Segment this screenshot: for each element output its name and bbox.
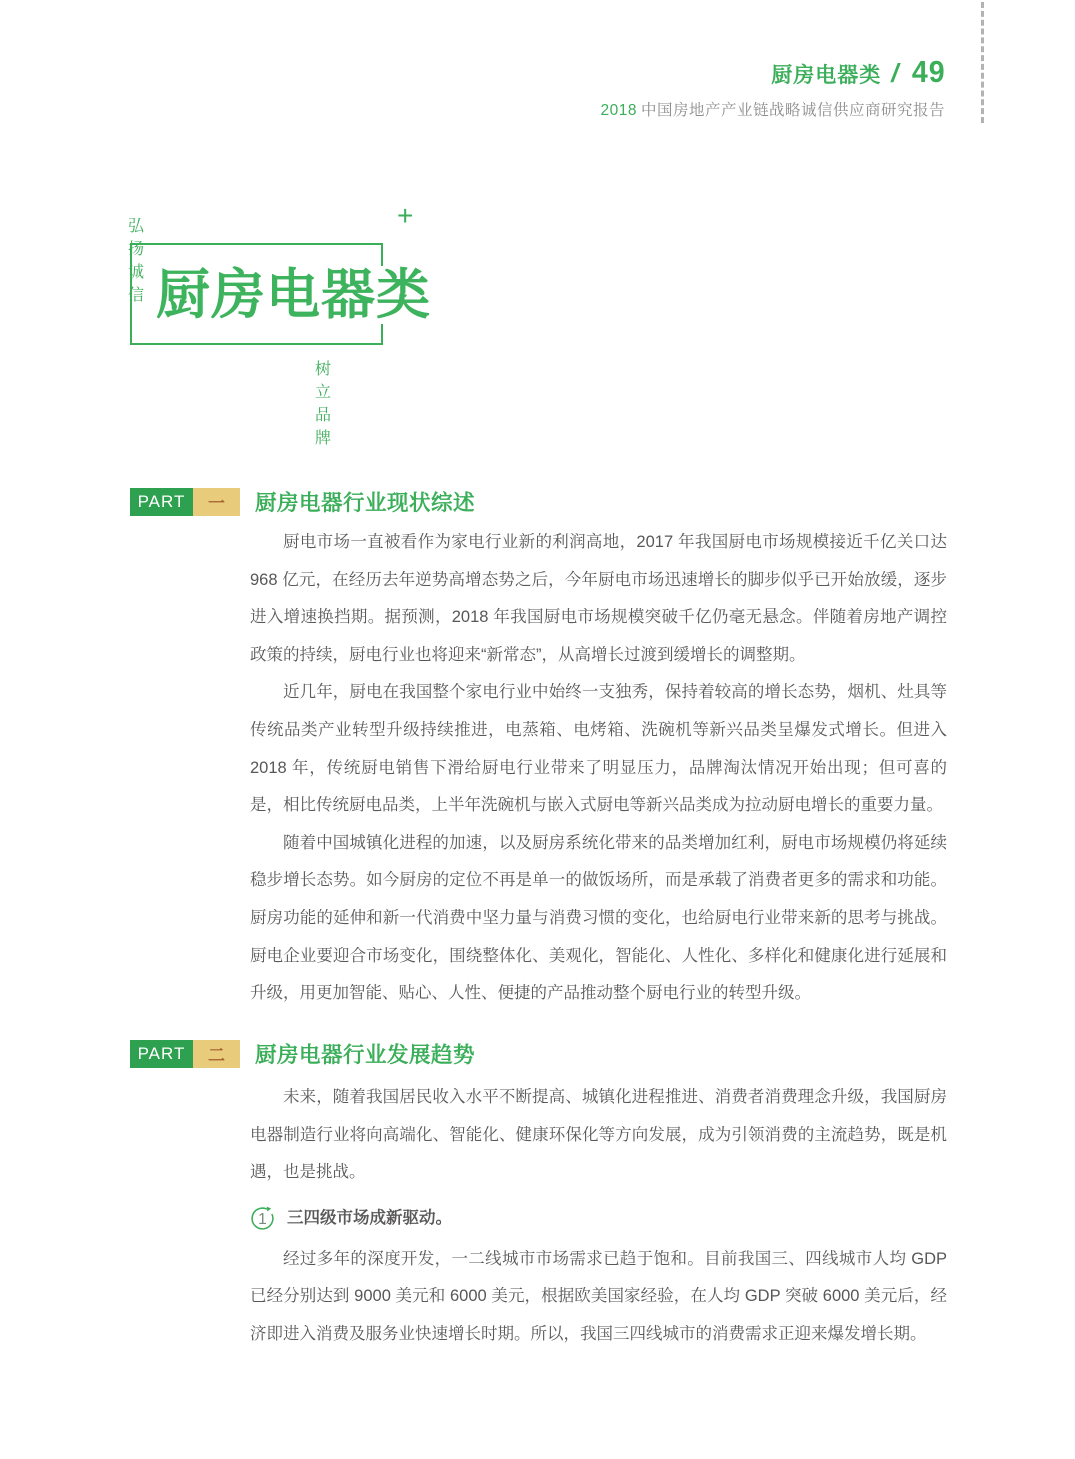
hero-slogan-top: 弘扬诚信	[128, 218, 146, 304]
list-item-title: 三四级市场成新驱动。	[287, 1209, 452, 1228]
section-2-heading: 厨房电器行业发展趋势	[255, 1043, 476, 1067]
header-section-label: 厨房电器类	[771, 64, 882, 87]
page-header	[601, 54, 946, 120]
report-title	[601, 98, 946, 120]
paragraph: 未来，随着我国居民收入水平不断提高、城镇化进程推进、消费者消费理念升级，我国厨房电器制造行业将向高端化、智能化、健康环保化等方向发展，成为引领消费的主流趋势，既是机遇，也是挑战。	[250, 1088, 947, 1182]
part-badge-number: 二	[193, 1040, 240, 1068]
hero-title: 厨房电器类	[150, 266, 437, 324]
circled-number-1-icon	[249, 1205, 276, 1232]
section-1-header	[130, 486, 475, 517]
page-number: 49	[911, 54, 945, 89]
hero-slogan-bottom: 树立品牌	[315, 361, 333, 447]
plus-mark-decoration: +	[397, 200, 414, 231]
report-year: 2018	[600, 102, 637, 119]
paragraph: 厨电市场一直被看作为家电行业新的利润高地，2017 年我国厨电市场规模接近千亿关口达 968 亿元，在经历去年逆势高增态势之后，今年厨电市场迅速增长的脚步似乎已开始放缓，逐步进入增速换挡期。据预测，2018 年我国厨电市场规模突破千亿仍毫无悬念。伴随着房地产调控政策的持续，厨电行业也将迎来“新常态”，从高增长过渡到缓增长的调整期。	[250, 533, 947, 664]
section-1-heading: 厨房电器行业现状综述	[255, 491, 476, 515]
section-2-body	[250, 1079, 947, 1354]
paragraph: 随着中国城镇化进程的加速，以及厨房系统化带来的品类增加红利，厨电市场规模仍将延续稳步增长态势。如今厨房的定位不再是单一的做饭场所，而是承载了消费者更多的需求和功能。厨房功能的延伸和新一代消费中坚力量与消费习惯的变化，也给厨电行业带来新的思考与挑战。厨电企业要迎合市场变化，围绕整体化、美观化，智能化、人性化、多样化和健康化进行延展和升级，用更加智能、贴心、人性、便捷的产品推动整个厨电行业的转型升级。	[250, 833, 947, 1003]
circled-number-1-digit: 1	[258, 1210, 267, 1228]
section-1-body	[250, 524, 947, 1013]
part-badge-label: PART	[130, 488, 193, 516]
part-badge	[130, 488, 240, 516]
numbered-list-item-header	[249, 1205, 947, 1232]
paragraph: 经过多年的深度开发，一二线城市市场需求已趋于饱和。目前我国三、四线城市人均 GDP 已经分别达到 9000 美元和 6000 美元，根据欧美国家经验，在人均 GDP 突破 6000 美元后，经济即进入消费及服务业快速增长时期。所以，我国三四线城市的消费需求正迎来爆发增长期。	[250, 1249, 947, 1343]
report-title-text: 中国房地产产业链战略诚信供应商研究报告	[640, 102, 945, 119]
dashed-rule-decoration	[981, 2, 984, 123]
paragraph: 近几年，厨电在我国整个家电行业中始终一支独秀，保持着较高的增长态势，烟机、灶具等传统品类产业转型升级持续推进，电蒸箱、电烤箱、洗碗机等新兴品类呈爆发式增长。但进入 2018 年，传统厨电销售下滑给厨电行业带来了明显压力，品牌淘汰情况开始出现；但可喜的是，相比传统厨电品类，上半年洗碗机与嵌入式厨电等新兴品类成为拉动厨电增长的重要力量。	[250, 683, 947, 815]
section-2-header	[130, 1038, 475, 1069]
header-separator: /	[891, 58, 899, 88]
part-badge	[130, 1040, 240, 1068]
part-badge-label: PART	[130, 1040, 193, 1068]
page-header-row	[601, 54, 946, 90]
part-badge-number: 一	[193, 488, 240, 516]
